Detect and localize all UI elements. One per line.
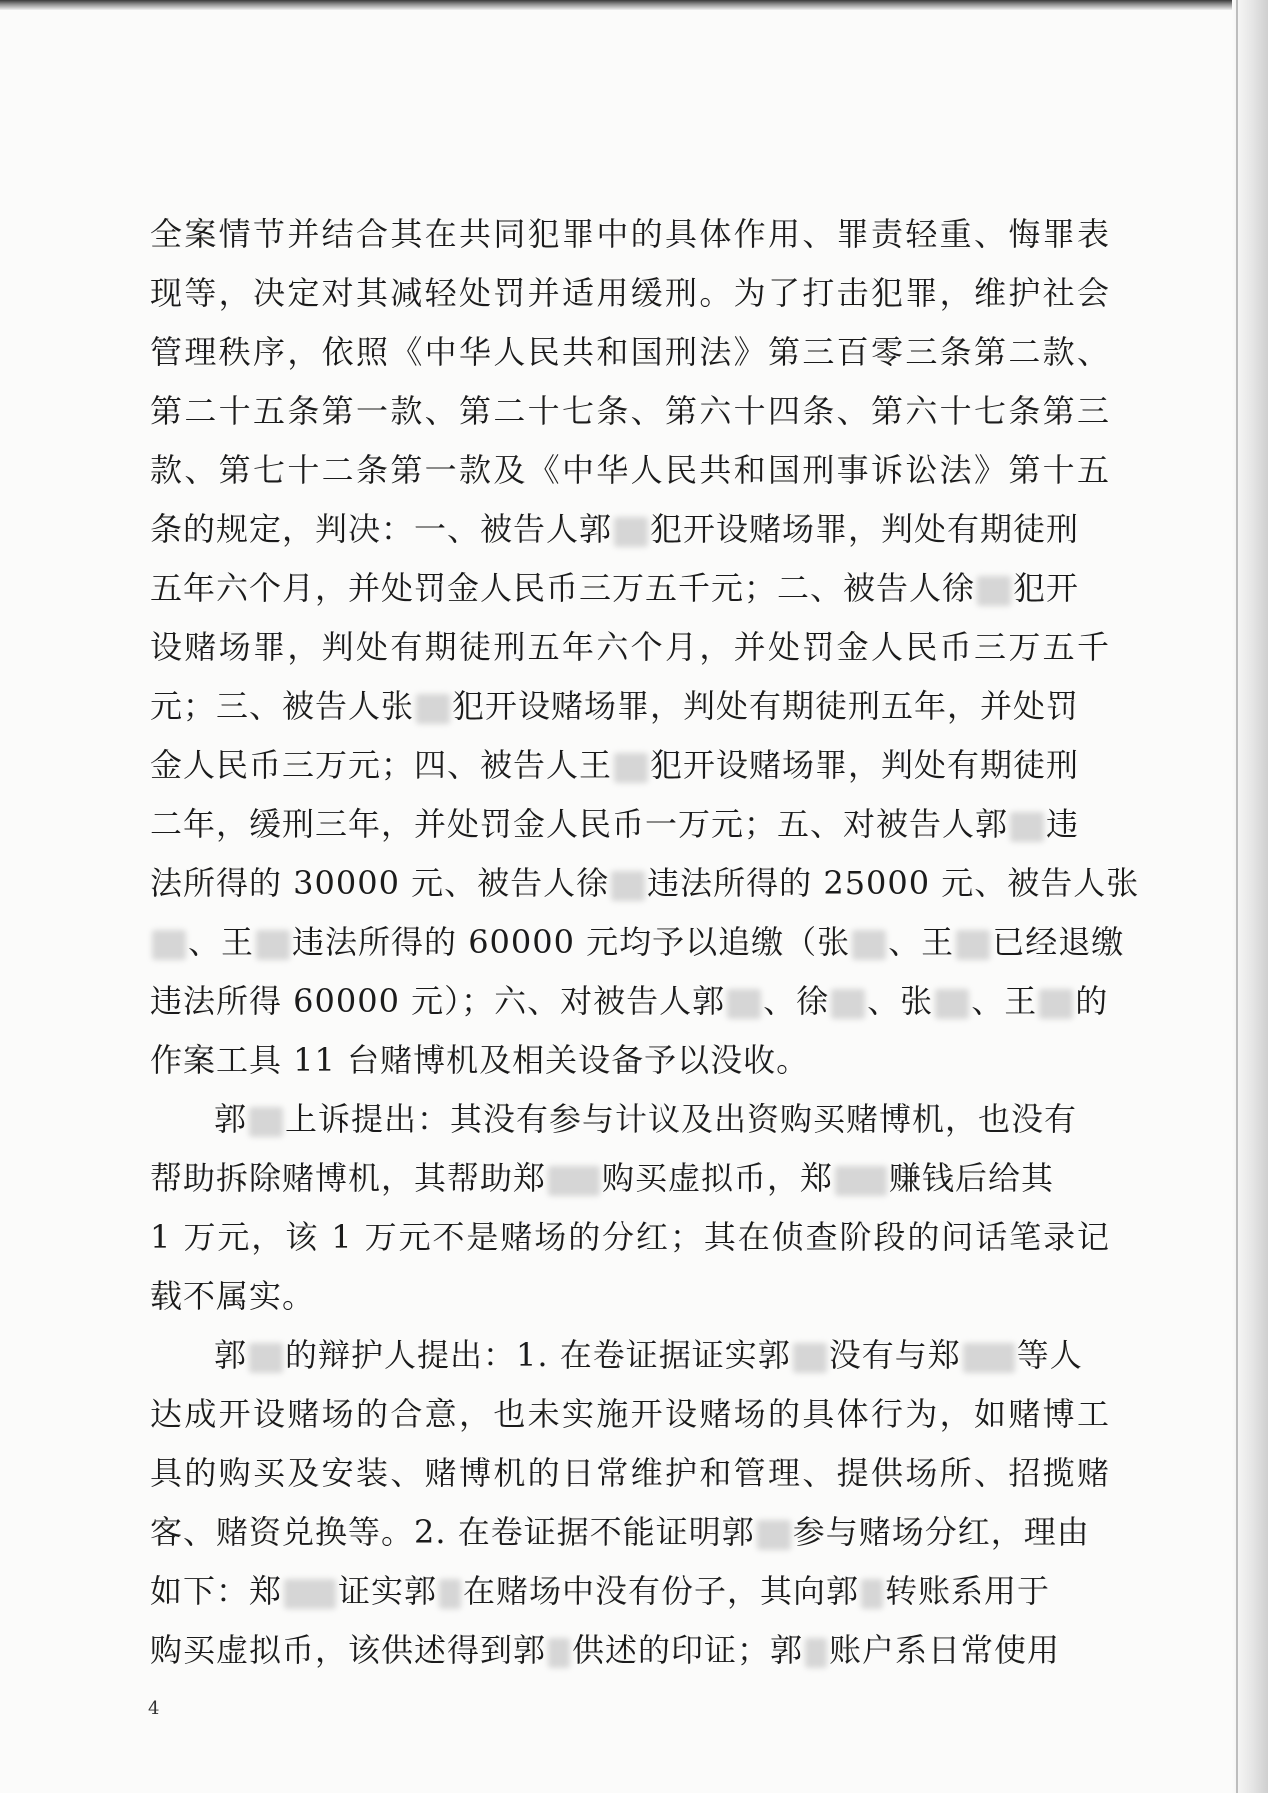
text-segment: 条的规定，判决：一、被告人郭: [150, 510, 613, 548]
text-segment: 账户系日常使用: [829, 1631, 1061, 1669]
redacted-name: [548, 1638, 570, 1668]
redacted-name: [805, 1638, 827, 1668]
text-line: [150, 1326, 1110, 1385]
redacted-name: [963, 1343, 1015, 1373]
text-segment: 违法所得的 60000 元均予以追缴（张: [292, 923, 851, 961]
redacted-name: [614, 517, 648, 547]
redacted-name: [793, 1343, 827, 1373]
text-line: [150, 1621, 1110, 1680]
redacted-name: [935, 989, 969, 1019]
text-segment: 已经退缴: [992, 923, 1125, 961]
text-segment: 郭: [214, 1336, 248, 1374]
text-segment: 、张: [867, 982, 934, 1020]
text-line: [150, 972, 1110, 1031]
text-segment: 证实郭: [338, 1572, 438, 1610]
text-segment: 法所得的 30000 元、被告人徐: [150, 864, 610, 902]
text-segment: 的: [1075, 982, 1109, 1020]
text-line: 作案工具 11 台赌博机及相关设备予以没收。: [150, 1041, 810, 1079]
redacted-name: [249, 1343, 283, 1373]
text-line: [150, 500, 1110, 559]
redacted-name: [757, 1520, 791, 1550]
text-line: [150, 1090, 1110, 1149]
text-segment: 没有与郑: [828, 1336, 961, 1374]
text-line: [150, 677, 1110, 736]
text-segment: 、王: [188, 923, 255, 961]
text-line: [150, 1562, 1110, 1621]
text-line: 款、第七十二条第一款及《中华人民共和国刑事诉讼法》第十五: [150, 451, 1110, 489]
text-segment: 金人民币三万元；四、被告人王: [150, 746, 613, 784]
text-line: 全案情节并结合其在共同犯罪中的具体作用、罪责轻重、悔罪表: [150, 215, 1110, 253]
text-segment: 帮助拆除赌博机，其帮助郑: [150, 1159, 547, 1197]
text-segment: 犯开设赌场罪，判处有期徒刑: [650, 510, 1080, 548]
redacted-name: [977, 576, 1011, 606]
text-segment: 违法所得 60000 元）；六、对被告人郭: [150, 982, 726, 1020]
scan-top-edge: [0, 0, 1268, 10]
text-line: [150, 736, 1110, 795]
text-segment: 犯开设赌场罪，判处有期徒刑: [650, 746, 1080, 784]
redacted-name: [256, 930, 290, 960]
scan-fold-line: [1236, 0, 1238, 1793]
text-segment: 犯开: [1013, 569, 1080, 607]
redacted-name: [861, 1579, 883, 1609]
text-segment: 违: [1046, 805, 1080, 843]
page-number: 4: [148, 1698, 160, 1719]
text-line: [150, 913, 1125, 972]
text-line: 具的购买及安装、赌博机的日常维护和管理、提供场所、招揽赌: [150, 1454, 1110, 1492]
judgment-body-text: [150, 205, 1140, 1680]
text-segment: 购买虚拟币，该供述得到郭: [150, 1631, 547, 1669]
redacted-name: [956, 930, 990, 960]
text-line: 载不属实。: [150, 1277, 316, 1315]
text-line: [150, 1503, 1110, 1562]
redacted-name: [152, 930, 186, 960]
redacted-name: [727, 989, 761, 1019]
text-segment: 赚钱后给其: [889, 1159, 1055, 1197]
text-segment: 、王: [971, 982, 1038, 1020]
text-line: 达成开设赌场的合意，也未实施开设赌场的具体行为，如赌博工: [150, 1395, 1110, 1433]
text-segment: 供述的印证；郭: [572, 1631, 804, 1669]
redacted-name: [835, 1166, 887, 1196]
text-line: [150, 854, 1140, 913]
redacted-name: [439, 1579, 461, 1609]
text-segment: 如下：郑: [150, 1572, 283, 1610]
text-segment: 犯开设赌场罪，判处有期徒刑五年，并处罚: [452, 687, 1080, 725]
text-segment: 违法所得的 25000 元、被告人张: [647, 864, 1140, 902]
redacted-name: [852, 930, 886, 960]
text-segment: 等人: [1016, 1336, 1083, 1374]
text-segment: 在赌场中没有份子，其向郭: [463, 1572, 860, 1610]
redacted-name: [611, 871, 645, 901]
text-segment: 五年六个月，并处罚金人民币三万五千元；二、被告人徐: [150, 569, 976, 607]
text-segment: 、徐: [763, 982, 830, 1020]
text-line: [150, 559, 1110, 618]
text-line: [150, 1149, 1110, 1208]
text-segment: 购买虚拟币，郑: [602, 1159, 834, 1197]
redacted-name: [831, 989, 865, 1019]
text-line: [150, 795, 1110, 854]
text-segment: 上诉提出：其没有参与计议及出资购买赌博机，也没有: [285, 1100, 1078, 1138]
redacted-name: [614, 753, 648, 783]
text-segment: 的辩护人提出：1. 在卷证据证实郭: [285, 1336, 791, 1374]
redacted-name: [1039, 989, 1073, 1019]
text-segment: 转账系用于: [885, 1572, 1051, 1610]
redacted-name: [416, 694, 450, 724]
text-line: 设赌场罪，判处有期徒刑五年六个月，并处罚金人民币三万五千: [150, 628, 1110, 666]
text-line: 第二十五条第一款、第二十七条、第六十四条、第六十七条第三: [150, 392, 1110, 430]
text-segment: 元；三、被告人张: [150, 687, 415, 725]
redacted-name: [249, 1107, 283, 1137]
redacted-name: [284, 1579, 336, 1609]
redacted-name: [1010, 812, 1044, 842]
text-line: 管理秩序，依照《中华人民共和国刑法》第三百零三条第二款、: [150, 333, 1110, 371]
text-line: 1 万元，该 1 万元不是赌场的分红；其在侦查阶段的问话笔录记: [150, 1218, 1110, 1256]
text-segment: 客、赌资兑换等。2. 在卷证据不能证明郭: [150, 1513, 755, 1551]
text-segment: 郭: [214, 1100, 248, 1138]
text-segment: 、王: [888, 923, 955, 961]
text-segment: 参与赌场分红，理由: [792, 1513, 1090, 1551]
text-line: 现等，决定对其减轻处罚并适用缓刑。为了打击犯罪，维护社会: [150, 274, 1110, 312]
redacted-name: [548, 1166, 600, 1196]
text-segment: 二年，缓刑三年，并处罚金人民币一万元；五、对被告人郭: [150, 805, 1009, 843]
